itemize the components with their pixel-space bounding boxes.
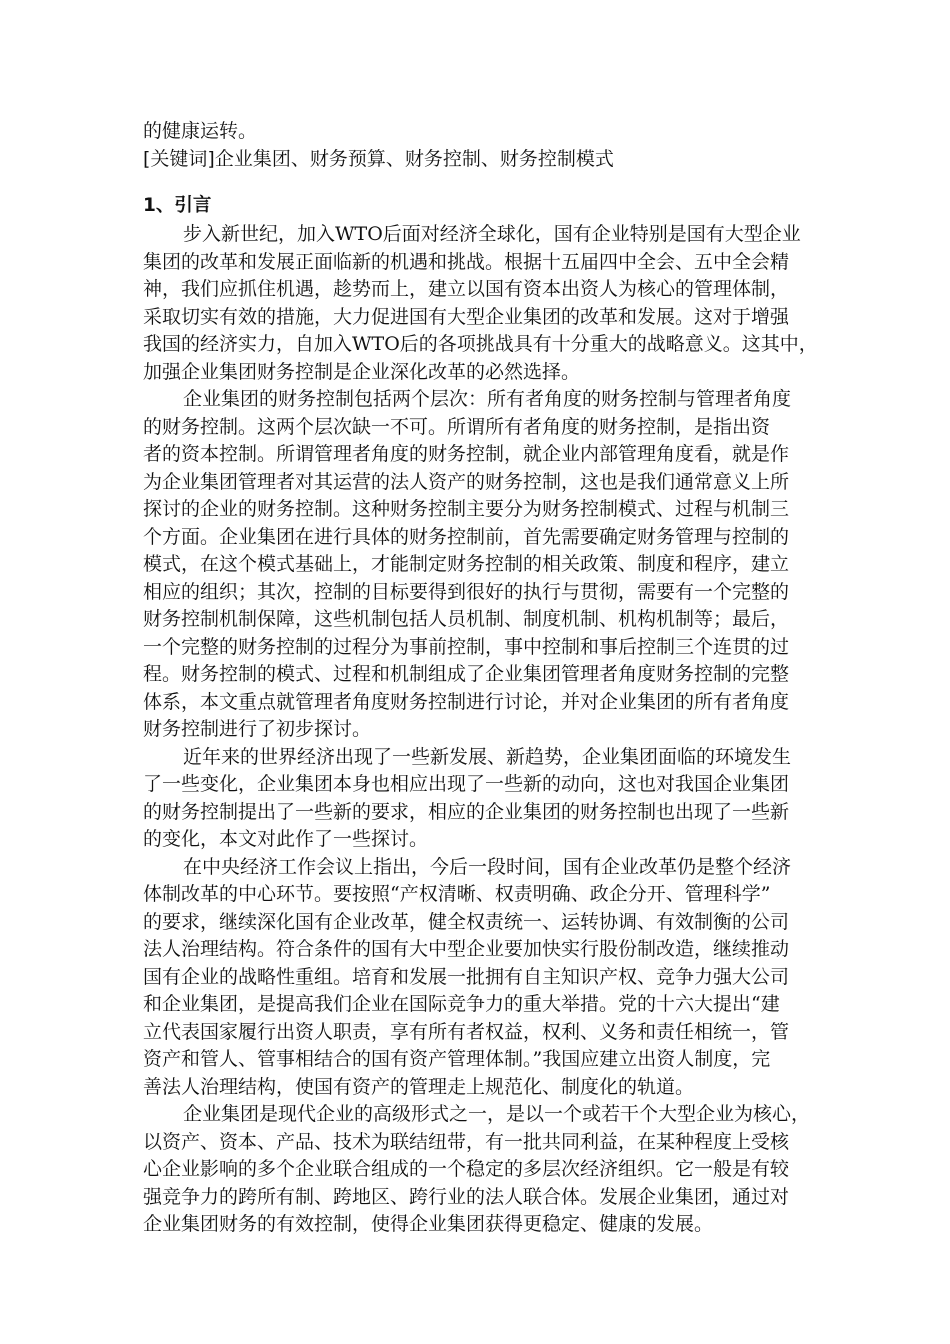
paragraph-line: 国有企业的战略性重组。培育和发展一批拥有自主知识产权、竞争力强大公司 xyxy=(143,965,790,988)
body-text xyxy=(143,221,818,1239)
keywords-text: 企业集团、财务预算、财务控制、财务控制模式 xyxy=(214,147,614,170)
keywords-label: [关键词] xyxy=(143,147,215,170)
paragraph-line: 以资产、资本、产品、技术为联结纽带，有一批共同利益，在某种程度上受核 xyxy=(143,1130,790,1153)
paragraph-line: 采取切实有效的措施，大力促进国有大型企业集团的改革和发展。这对于增强 xyxy=(143,305,790,328)
paragraph-line: 加强企业集团财务控制是企业深化改革的必然选择。 xyxy=(143,360,581,383)
paragraph xyxy=(143,386,808,744)
paragraph-line: 者的资本控制。所谓管理者角度的财务控制，就企业内部管理角度看，就是作 xyxy=(143,443,790,465)
paragraph xyxy=(143,744,808,854)
paragraph-line: 的变化，本文对此作了一些探讨。 xyxy=(143,828,429,850)
paragraph xyxy=(143,221,818,386)
paragraph-line: 程。财务控制的模式、过程和机制组成了企业集团管理者角度财务控制的完整 xyxy=(143,663,790,685)
paragraph-line: 集团的改革和发展正面临新的机遇和挑战。根据十五届四中全会、五中全会精 xyxy=(143,250,790,273)
spacer xyxy=(143,173,808,191)
paragraph xyxy=(143,854,808,1102)
paragraph-line: 企业集团的财务控制包括两个层次：所有者角度的财务控制与管理者角度 xyxy=(183,388,792,410)
lead-line: 的健康运转。 xyxy=(143,120,258,142)
paragraph-line: 了一些变化，企业集团本身也相应出现了一些新的动向，这也对我国企业集团 xyxy=(143,773,790,795)
paragraph-line: 我国的经济实力，自加入WTO后的各项挑战具有十分重大的战略意义。这其中， xyxy=(143,333,818,355)
paragraph-line: 的要求，继续深化国有企业改革，健全权责统一、运转协调、有效制衡的公司 xyxy=(143,910,790,933)
paragraph-line: 财务控制进行了初步探讨。 xyxy=(143,718,372,740)
paragraph-line: 探讨的企业的财务控制。这种财务控制主要分为财务控制模式、过程与机制三 xyxy=(143,498,790,520)
paragraph-line: 为企业集团管理者对其运营的法人资产的财务控制，这也是我们通常意义上所 xyxy=(143,470,790,493)
paragraph-line: 财务控制机制保障，这些机制包括人员机制、制度机制、机构机制等；最后， xyxy=(143,608,790,630)
paragraph-line: 个方面。企业集团在进行具体的财务控制前，首先需要确定财务管理与控制的 xyxy=(143,525,790,548)
paragraph-line: 步入新世纪，加入WTO后面对经济全球化，国有企业特别是国有大型企业 xyxy=(183,223,801,245)
paragraph-line: 体制改革的中心环节。要按照“产权清晰、权责明确、政企分开、管理科学” xyxy=(143,883,771,905)
paragraph-line: 在中央经济工作会议上指出，今后一段时间，国有企业改革仍是整个经济 xyxy=(183,855,792,878)
paragraph-line: 企业集团财务的有效控制，使得企业集团获得更稳定、健康的发展。 xyxy=(143,1213,714,1235)
keywords-line xyxy=(143,146,808,174)
paragraph-line: 的财务控制。这两个层次缺一不可。所谓所有者角度的财务控制，是指出资 xyxy=(143,415,771,438)
paragraph-line: 模式，在这个模式基础上，才能制定财务控制的相关政策、制度和程序，建立 xyxy=(143,553,790,575)
paragraph-line: 相应的组织；其次，控制的目标要得到很好的执行与贯彻，需要有一个完整的 xyxy=(143,580,790,603)
paragraph-line: 资产和管人、管事相结合的国有资产管理体制。”我国应建立出资人制度，完 xyxy=(143,1048,771,1070)
paragraph-line: 法人治理结构。符合条件的国有大中型企业要加快实行股份制改造，继续推动 xyxy=(143,938,790,960)
paragraph-line: 的财务控制提出了一些新的要求，相应的企业集团的财务控制也出现了一些新 xyxy=(143,800,790,823)
paragraph xyxy=(143,1101,811,1239)
paragraph-line: 企业集团是现代企业的高级形式之一，是以一个或若干个大型企业为核心， xyxy=(183,1103,811,1125)
paragraph-line: 和企业集团，是提高我们企业在国际竞争力的重大举措。党的十六大提出“建 xyxy=(143,993,780,1015)
paragraph-line: 立代表国家履行出资人职责，享有所有者权益，权利、义务和责任相统一，管 xyxy=(143,1020,790,1043)
document-page xyxy=(143,118,818,1239)
paragraph-line: 近年来的世界经济出现了一些新发展、新趋势，企业集团面临的环境发生 xyxy=(183,745,792,768)
paragraph-line: 善法人治理结构，使国有资产的管理走上规范化、制度化的轨道。 xyxy=(143,1075,695,1098)
paragraph-line: 神，我们应抓住机遇，趁势而上，建立以国有资本出资人为核心的管理体制， xyxy=(143,278,790,300)
paragraph-line: 体系，本文重点就管理者角度财务控制进行讨论，并对企业集团的所有者角度 xyxy=(143,690,790,713)
paragraph-line: 一个完整的财务控制的过程分为事前控制，事中控制和事后控制三个连贯的过 xyxy=(143,635,790,658)
section-heading: 1、引言 xyxy=(143,195,212,216)
paragraph-line: 心企业影响的多个企业联合组成的一个稳定的多层次经济组织。它一般是有较 xyxy=(143,1158,790,1180)
paragraph-line: 强竞争力的跨所有制、跨地区、跨行业的法人联合体。发展企业集团，通过对 xyxy=(143,1185,790,1208)
